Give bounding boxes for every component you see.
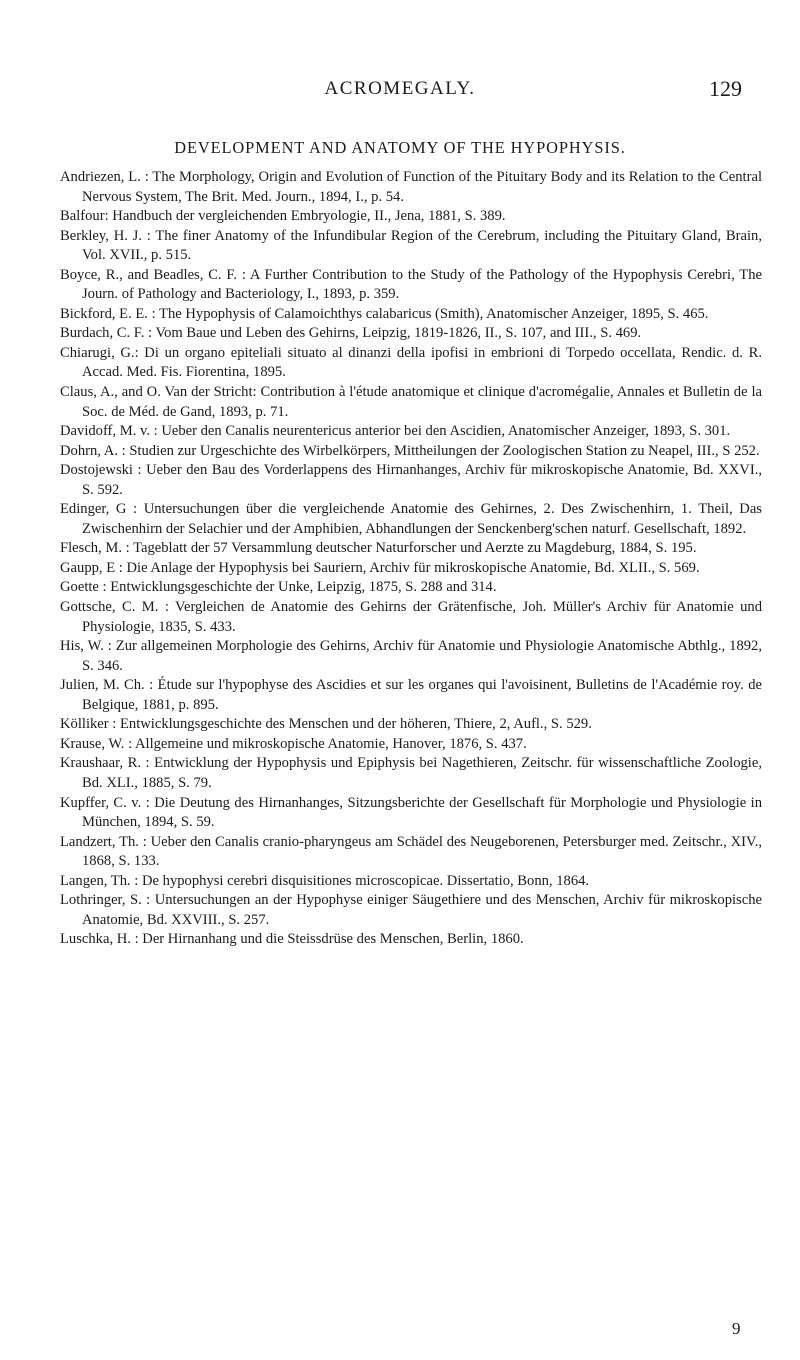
reference-entry: His, W. : Zur allgemeinen Morphologie des Gehirns, Archiv für Anatomie und Physiologie Anatomische Abthlg., 1892, S. 346. bbox=[60, 638, 762, 674]
running-head bbox=[0, 76, 800, 106]
reference-entry: Krause, W. : Allgemeine und mikroskopische Anatomie, Hanover, 1876, S. 437. bbox=[60, 735, 527, 752]
reference-entry: Boyce, R., and Beadles, C. F. : A Further Contribution to the Study of the Pathology of the Hypophysis Cerebri, The Journ. of Pathology and Bacteriology, I., 1893, p. 359. bbox=[60, 266, 762, 303]
reference-entry: Langen, Th. : De hypophysi cerebri disquisitiones microscopicae. Dissertatio, Bonn, 1864. bbox=[60, 872, 590, 889]
reference-entry: Burdach, C. F. : Vom Baue und Leben des Gehirns, Leipzig, 1819-1826, II., S. 107, and III., S. 469. bbox=[60, 325, 642, 342]
reference-entry: Landzert, Th. : Ueber den Canalis cranio-pharyngeus am Schädel des Neugeborenen, Petersburger med. Zeitschr., XIV., 1868, S. 133. bbox=[60, 833, 762, 870]
reference-entry: Lothringer, S. : Untersuchungen an der Hypophyse einiger Säugethiere und des Menschen, Archiv für mikroskopische Anatomie, Bd. XXVIII., S. 257. bbox=[60, 892, 762, 928]
reference-entry: Dostojewski : Ueber den Bau des Vorderlappens des Hirnanhanges, Archiv für mikroskopische Anatomie, Bd. XXVI., S. 592. bbox=[60, 462, 762, 498]
signature-mark: 9 bbox=[732, 1319, 741, 1338]
reference-entry: Bickford, E. E. : The Hypophysis of Calamoichthys calabaricus (Smith), Anatomischer Anzeiger, 1895, S. 465. bbox=[60, 305, 709, 322]
reference-entry: Balfour: Handbuch der vergleichenden Embryologie, II., Jena, 1881, S. 389. bbox=[60, 208, 506, 225]
reference-list bbox=[60, 168, 762, 950]
reference-entry: Davidoff, M. v. : Ueber den Canalis neurentericus anterior bei den Ascidien, Anatomischer Anzeiger, 1893, S. 301. bbox=[60, 423, 731, 440]
reference-entry: Andriezen, L. : The Morphology, Origin and Evolution of Function of the Pituitary Body and its Relation to the Central Nervous System, The Brit. Med. Journ., 1894, I., p. 54. bbox=[60, 169, 762, 205]
reference-entry: Kupffer, C. v. : Die Deutung des Hirnanhanges, Sitzungsberichte der Gesellschaft für Morphologie und Physiologie in München, 1894, S. 59. bbox=[60, 794, 762, 831]
reference-entry: Claus, A., and O. Van der Stricht: Contribution à l'étude anatomique et clinique d'acromégalie, Annales et Bulletin de la Soc. de Méd. de Gand, 1893, p. 71. bbox=[60, 384, 762, 420]
reference-entry: Dohrn, A. : Studien zur Urgeschichte des Wirbelkörpers, Mittheilungen der Zoologischen Station zu Neapel, III., S 252. bbox=[60, 442, 760, 459]
running-title: ACROMEGALY. bbox=[324, 78, 476, 99]
reference-entry: Berkley, H. J. : The finer Anatomy of the Infundibular Region of the Cerebrum, including the Pituitary Gland, Brain, Vol. XVII., p. 515. bbox=[60, 227, 762, 264]
reference-entry: Goette : Entwicklungsgeschichte der Unke, Leipzig, 1875, S. 288 and 314. bbox=[60, 579, 497, 596]
reference-entry: Julien, M. Ch. : Étude sur l'hypophyse des Ascidies et sur les organes qui l'avoisinent, Bulletins de l'Académie roy. de Belgique, 1881, p. 895. bbox=[60, 677, 762, 713]
reference-entry: Kraushaar, R. : Entwicklung der Hypophysis und Epiphysis bei Nagethieren, Zeitschr. für wissenschaftliche Zoologie, Bd. XLI., 1885, S. 79. bbox=[60, 755, 762, 791]
page-number: 129 bbox=[709, 76, 742, 101]
reference-entry: Kölliker : Entwicklungsgeschichte des Menschen und der höheren, Thiere, 2, Aufl., S. 529. bbox=[60, 716, 592, 733]
reference-entry: Flesch, M. : Tageblatt der 57 Versammlung deutscher Naturforscher und Aerzte zu Magdeburg, 1884, S. 195. bbox=[60, 540, 697, 557]
reference-entry: Chiarugi, G.: Di un organo epiteliali situato al dinanzi della ipofisi in embrioni di Torpedo occellata, Rendic. d. R. Accad. Med. Fis. Fiorentina, 1895. bbox=[60, 344, 762, 381]
reference-entry: Gottsche, C. M. : Vergleichen de Anatomie des Gehirns der Grätenfische, Joh. Müller's Archiv für Anatomie und Physiologie, 1835, S. 433. bbox=[60, 599, 762, 635]
reference-entry: Gaupp, E : Die Anlage der Hypophysis bei Sauriern, Archiv für mikroskopische Anatomie, Bd. XLII., S. 569. bbox=[60, 559, 700, 576]
reference-entry: Edinger, G : Untersuchungen über die vergleichende Anatomie des Gehirnes, 2. Des Zwischenhirn, 1. Theil, Das Zwischenhirn der Selachier und der Amphibien, Abhandlungen der Senckenberg'schen naturf. Gesellschaft, 1892. bbox=[60, 501, 762, 537]
reference-entry: Luschka, H. : Der Hirnanhang und die Steissdrüse des Menschen, Berlin, 1860. bbox=[60, 931, 524, 948]
section-heading: DEVELOPMENT AND ANATOMY OF THE HYPOPHYSIS. bbox=[174, 138, 626, 157]
